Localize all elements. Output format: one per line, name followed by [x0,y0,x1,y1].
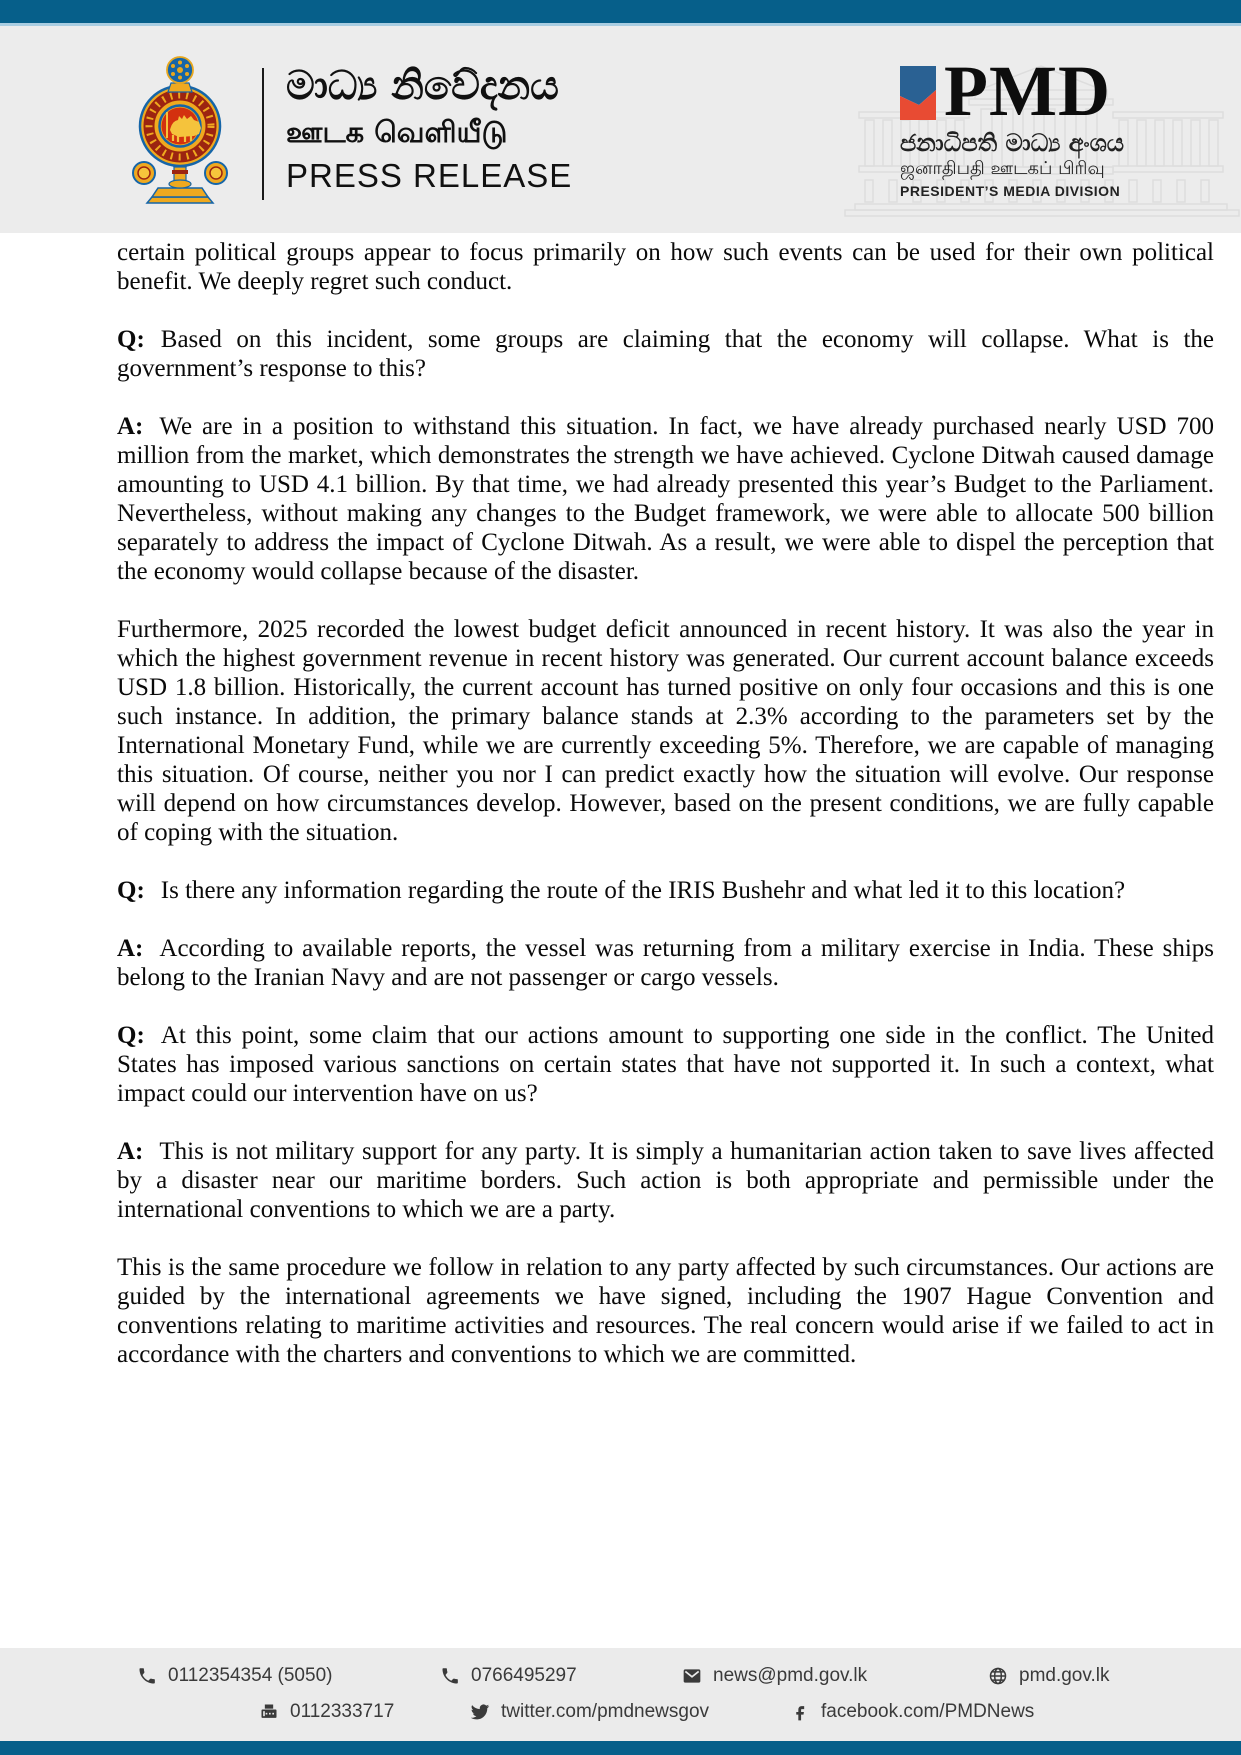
footer-email [682,1665,867,1687]
footer-facebook [790,1701,1034,1723]
footer-fax-value: 0112333717 [290,1701,395,1722]
footer-phone-1-value: 0112354354 (5050) [168,1665,333,1686]
footer-website [988,1665,1109,1687]
answer-text: According to available reports, the vessel was returning from a military exercise in India. These ships belong to the Iranian Navy and are not passenger or cargo vessels. [117,935,1214,991]
footer-phone-2-value: 0766495297 [471,1665,577,1686]
paragraph-text: certain political groups appear to focus primarily on how such events can be used for their own political benefit. We deeply regret such conduct. [117,239,1214,295]
phone-icon [440,1666,460,1686]
document-body [117,238,1214,1398]
press-release-title-block [286,63,573,194]
footer-twitter-value: twitter.com/pmdnewsgov [501,1701,710,1722]
paragraph-text: Furthermore, 2025 recorded the lowest budget deficit announced in recent history. It was also the year in which the highest government revenue in recent history was generated. Our current account balance exceeds USD 1.8 billion. Historically, the current account has turned positive on only four occasions and this is one such instance. In addition, the primary balance stands at 2.3% according to the parameters set by the International Monetary Fund, while we are currently exceeding 5%. Therefore, we are capable of managing this situation. Of course, neither you nor I can predict exactly how the situation will evolve. Our response will depend on how circumstances develop. However, based on the present conditions, we are fully capable of coping with the situation. [117,616,1214,846]
question-text: Based on this incident, some groups are claiming that the economy will collapse. What is the government’s response to this? [117,326,1214,382]
paragraph [117,615,1214,847]
question-paragraph [117,1021,1214,1108]
question-paragraph [117,876,1214,905]
press-release-title-sinhala: මාධ්‍ය නිවේදනය [286,63,559,109]
footer-website-value: pmd.gov.lk [1019,1665,1110,1686]
answer-prefix: A: [117,1138,144,1165]
press-release-title-english: PRESS RELEASE [286,157,573,194]
footer-email-value: news@pmd.gov.lk [713,1665,868,1686]
answer-prefix: A: [117,413,144,440]
paragraph [117,238,1214,296]
footer-facebook-value: facebook.com/PMDNews [821,1701,1035,1722]
question-prefix: Q: [117,326,145,353]
sri-lanka-emblem-icon [130,56,230,204]
header-divider [262,68,264,200]
question-paragraph [117,325,1214,383]
twitter-icon [470,1702,490,1722]
footer-phone-2 [440,1665,577,1687]
fax-icon [259,1702,279,1722]
paragraph-text: This is the same procedure we follow in relation to any party affected by such circumstances. Our actions are guided by the international agreements we have signed, including the 1907 Hague Convention and conventions relating to maritime activities and resources. The real concern would arise if we failed to act in accordance with the charters and conventions to which we are committed. [117,1254,1214,1368]
paragraph [117,1253,1214,1369]
press-release-title-tamil: ஊடக வெளியீடு [286,115,508,149]
phone-icon [137,1666,157,1686]
answer-text: We are in a position to withstand this situation. In fact, we have already purchased nearly USD 700 million from the market, which demonstrates the strength we have achieved. Cyclone Ditwah caused damage amounting to USD 4.1 billion. By that time, we had already presented this year’s Budget to the Parliament. Nevertheless, without making any changes to the Budget framework, we were able to allocate 500 billion separately to address the impact of Cyclone Ditwah. As a result, we were able to dispel the perception that the economy would collapse because of the disaster. [117,413,1214,585]
globe-icon [988,1666,1008,1686]
answer-prefix: A: [117,935,144,962]
answer-paragraph [117,1137,1214,1224]
footer-twitter [470,1701,709,1723]
answer-paragraph [117,412,1214,586]
email-icon [682,1666,702,1686]
page-header [0,26,1241,233]
facebook-icon [790,1702,810,1722]
footer-fax [259,1701,394,1723]
answer-text: This is not military support for any party. It is simply a humanitarian action taken to save lives affected by a disaster near our maritime borders. Such action is both appropriate and permissible under the international conventions to which we are a party. [117,1138,1214,1223]
answer-paragraph [117,934,1214,992]
contact-footer [0,1648,1241,1741]
footer-phone-1 [137,1665,332,1687]
question-prefix: Q: [117,1022,145,1049]
question-prefix: Q: [117,877,145,904]
question-text: At this point, some claim that our actions amount to supporting one side in the conflict. The United States has imposed various sanctions on certain states that have not supported it. In such a context, what impact could our intervention have on us? [117,1022,1214,1107]
pmd-subtitle-tamil: ஜனாதிபதி ஊடகப் பிரிவு [900,157,1105,179]
top-blue-bar [0,0,1241,23]
pmd-logo-icon [900,66,936,120]
pmd-subtitle-sinhala: ජනාධිපති මාධ්‍ය අංශය [900,129,1125,157]
pmd-subtitle-english: PRESIDENT’S MEDIA DIVISION [900,183,1121,200]
question-text: Is there any information regarding the route of the IRIS Bushehr and what led it to this location? [160,877,1126,904]
pmd-acronym: PMD [944,51,1111,131]
pmd-logo-block [900,51,1125,200]
bottom-blue-bar [0,1741,1241,1755]
